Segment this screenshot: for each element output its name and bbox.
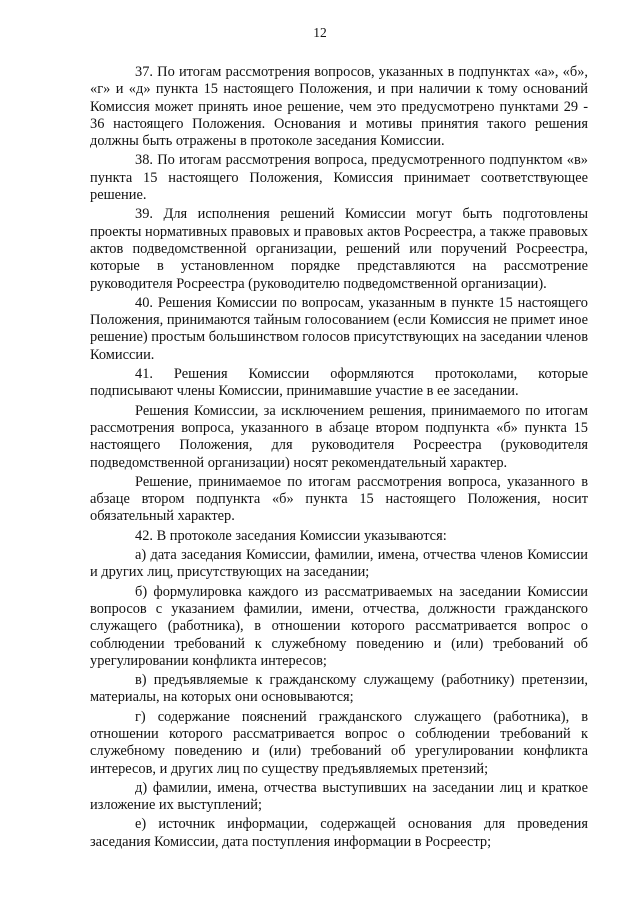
- paragraph-37: 37. По итогам рассмотрения вопросов, указанных в подпунктах «а», «б», «г» и «д» пункта 15 настоящего Положения, и при наличии к тому оснований Комиссия может принять иное решение, чем это предусмотрено пунктами 29 - 36 настоящего Положения. Основания и мотивы принятия такого решения должны быть отражены в протоколе заседания Комиссии.: [90, 64, 588, 150]
- item-b: б) формулировка каждого из рассматриваемых на заседании Комиссии вопросов с указанием фамилии, имени, отчества, должности гражданского служащего (работника), в отношении которого рассматривается вопрос о соблюдении требований к служебному поведению и (или) требований об урегулировании конфликта интересов;: [90, 583, 588, 669]
- paragraph-41-recommendation: Решения Комиссии, за исключением решения, принимаемого по итогам рассмотрения вопроса, указанного в абзаце втором подпункта «б» пункта 15 настоящего Положения, для руководителя Росреестра (руководителя подведомственной организации) носят рекомендательный характер.: [90, 402, 588, 471]
- paragraph-41-mandatory: Решение, принимаемое по итогам рассмотрения вопроса, указанного в абзаце втором подпункта «б» пункта 15 настоящего Положения, носит обязательный характер.: [90, 473, 588, 525]
- paragraph-38: 38. По итогам рассмотрения вопроса, предусмотренного подпунктом «в» пункта 15 настоящего Положения, Комиссия принимает соответствующее решение.: [90, 152, 588, 204]
- item-e: е) источник информации, содержащей основания для проведения заседания Комиссии, дата поступления информации в Росреестр;: [90, 816, 588, 850]
- item-d: д) фамилии, имена, отчества выступивших на заседании лиц и краткое изложение их выступлений;: [90, 779, 588, 814]
- item-a: а) дата заседания Комиссии, фамилии, имена, отчества членов Комиссии и других лиц, присутствующих на заседании;: [90, 547, 588, 581]
- paragraph-39: 39. Для исполнения решений Комиссии могут быть подготовлены проекты нормативных правовых и правовых актов Росреестра, а также правовых актов подведомственной организации, решений или поручений Росреестра, которые в установленном порядке представляются на рассмотрение руководителя Росреестра (руководителю подведомственной организации).: [90, 206, 588, 292]
- document-body: [90, 64, 588, 853]
- paragraph-42: 42. В протоколе заседания Комиссии указываются:: [135, 527, 447, 544]
- paragraph-41: 41. Решения Комиссии оформляются протоколами, которые подписывают члены Комиссии, принимавшие участие в ее заседании.: [90, 366, 588, 400]
- paragraph-40: 40. Решения Комиссии по вопросам, указанным в пункте 15 настоящего Положения, принимаются тайным голосованием (если Комиссия не примет иное решение) простым большинством голосов присутствующих на заседании членов Комиссии.: [90, 294, 588, 363]
- item-g: г) содержание пояснений гражданского служащего (работника), в отношении которого рассматривается вопрос о соблюдении требований к служебному поведению и (или) требований об урегулировании конфликта интересов, и других лиц по существу предъявляемых претензий;: [90, 708, 588, 777]
- page-number: 12: [313, 25, 327, 40]
- item-v: в) предъявляемые к гражданскому служащему (работнику) претензии, материалы, на которых они основываются;: [90, 672, 588, 706]
